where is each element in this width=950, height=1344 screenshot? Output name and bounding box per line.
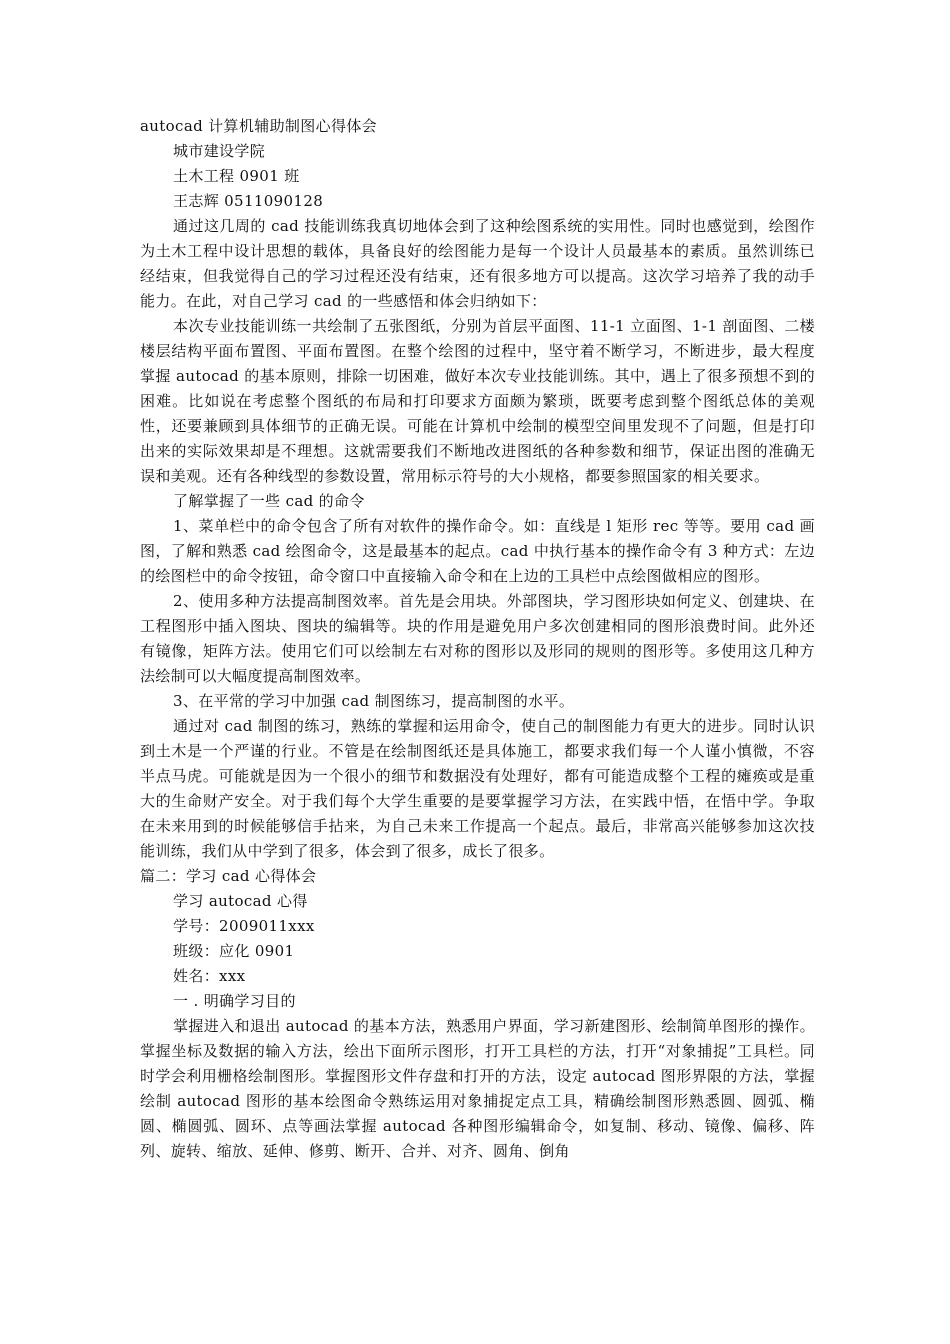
section-2-subtitle: 学习 autocad 心得 xyxy=(173,892,308,910)
section-2-heading-1: 一 . 明确学习目的 xyxy=(173,992,296,1010)
document-title: autocad 计算机辅助制图心得体会 xyxy=(140,117,378,135)
section-2-student-id: 学号：2009011xxx xyxy=(173,917,315,935)
paragraph-training: 本次专业技能训练一共绘制了五张图纸，分别为首层平面图、11-1 立面图、1-1 剖面图、二楼楼层结构平面布置图、平面布置图。在整个绘图的过程中，坚守着不断学习，不断进步，最大程度掌握 autocad 的基本原则，排除一切困难，做好本次专业技能训练。其中，遇上了很多预想不到的困难。比如说在考虑整个图纸的布局和打印要求方面颇为繁琐，既要考虑到整个图纸总体的美观性，还要兼顾到具体细节的正确无误。可能在计算机中绘制的模型空间里发现不了问题，但是打印出来的实际效果却是不理想。这就需要我们不断地改进图纸的各种参数和细节，保证出图的准确无误和美观。还有各种线型的参数设置，常用标示符号的大小规格，都要参照国家的相关要求。 xyxy=(140,317,815,485)
paragraph-conclusion: 通过对 cad 制图的练习，熟练的掌握和运用命令，使自己的制图能力有更大的进步。同时认识到土木是一个严谨的行业。不管是在绘制图纸还是具体施工，都要求我们每一个人谨小慎微，不容半点马虎。可能就是因为一个很小的细节和数据没有处理好，都有可能造成整个工程的瘫痪或是重大的生命财产安全。对于我们每个大学生重要的是要掌握学习方法，在实践中悟，在悟中学。争取在未来用到的时候能够信手拈来，为自己未来工作提高一个起点。最后，非常高兴能够参加这次技能训练，我们从中学到了很多，体会到了很多，成长了很多。 xyxy=(140,717,815,860)
paragraph-point-2: 2、使用多种方法提高制图效率。首先是会用块。外部图块，学习图形块如何定义、创建块、在工程图形中插入图块、图块的编辑等。块的作用是避免用户多次创建相同的图形浪费时间。此外还有镜像，矩阵方法。使用它们可以绘制左右对称的图形以及形同的规则的图形等。多使用这几种方法绘制可以大幅度提高制图效率。 xyxy=(140,592,815,685)
section-2-name: 姓名：xxx xyxy=(173,967,246,985)
section-2-paragraph-1: 掌握进入和退出 autocad 的基本方法，熟悉用户界面，学习新建图形、绘制简单图形的操作。掌握坐标及数据的输入方法，绘出下面所示图形，打开工具栏的方法，打开“对象捕捉”工具栏。同时学会利用栅格绘制图形。掌握图形文件存盘和打开的方法，设定 autocad 图形界限的方法，掌握绘制 autocad 图形的基本绘图命令熟练运用对象捕捉定点工具，精确绘制图形熟悉圆、圆弧、椭圆、椭圆弧、圆环、点等画法掌握 autocad 各种图形编辑命令，如复制、移动、镜像、偏移、阵列、旋转、缩放、延伸、修剪、断开、合并、对齐、圆角、倒角 xyxy=(140,1017,815,1160)
class-name: 土木工程 0901 班 xyxy=(173,167,300,185)
student-info: 王志辉 0511090128 xyxy=(173,192,324,210)
paragraph-point-3: 3、在平常的学习中加强 cad 制图练习，提高制图的水平。 xyxy=(173,692,575,710)
section-2-title: 篇二：学习 cad 心得体会 xyxy=(140,867,317,885)
paragraph-commands-heading: 了解掌握了一些 cad 的命令 xyxy=(173,492,365,510)
section-2-class: 班级：应化 0901 xyxy=(173,942,295,960)
document-body xyxy=(140,114,815,1164)
paragraph-intro: 通过这几周的 cad 技能训练我真切地体会到了这种绘图系统的实用性。同时也感觉到，绘图作为土木工程中设计思想的载体，具备良好的绘图能力是每一个设计人员最基本的素质。虽然训练已经结束，但我觉得自己的学习过程还没有结束，还有很多地方可以提高。这次学习培养了我的动手能力。在此，对自己学习 cad 的一些感悟和体会归纳如下： xyxy=(140,217,815,310)
paragraph-point-1: 1、菜单栏中的命令包含了所有对软件的操作命令。如：直线是 l 矩形 rec 等等。要用 cad 画图，了解和熟悉 cad 绘图命令，这是最基本的起点。cad 中执行基本的操作命令有 3 种方式：左边的绘图栏中的命令按钮，命令窗口中直接输入命令和在上边的工具栏中点绘图做相应的图形。 xyxy=(140,517,815,585)
school-name: 城市建设学院 xyxy=(173,142,266,160)
